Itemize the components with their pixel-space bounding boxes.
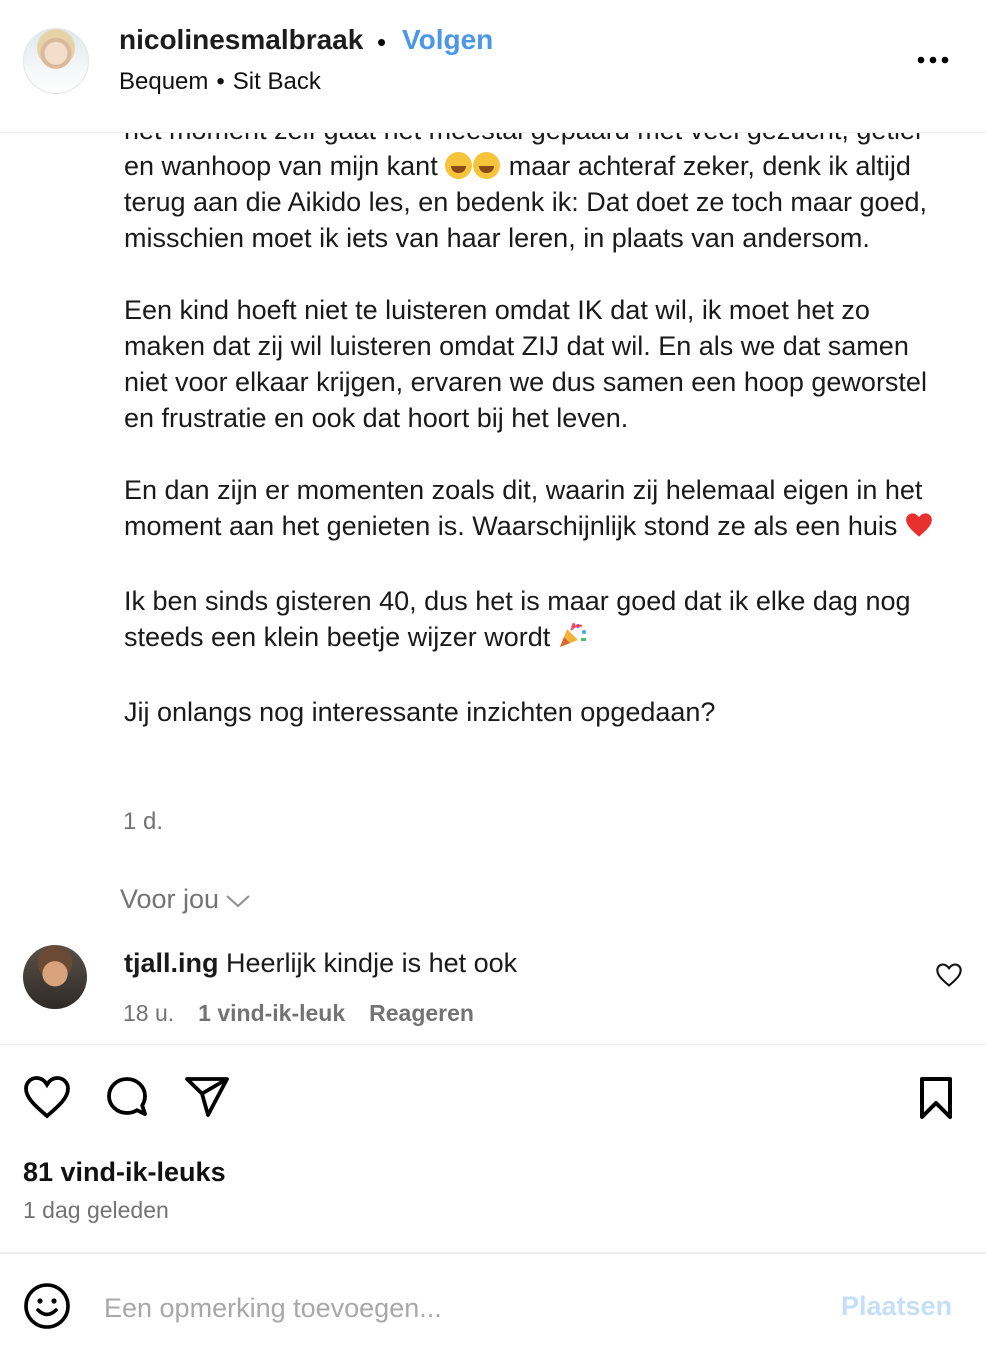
comment-time: 18 u. <box>123 1000 175 1026</box>
audio-title[interactable]: Sit Back <box>232 68 321 95</box>
divider <box>0 1044 986 1045</box>
comment-like-icon[interactable] <box>935 962 963 993</box>
caption-paragraph: en wanhoop van mijn kant maar achteraf zeker, denk ik altijd terug aan die Aikido les, en bedenk ik: Dat doet ze toch maar goed, misschien moet ik iets van haar leren, in plaats van andersom. <box>124 151 928 253</box>
chevron-down-icon <box>225 893 251 909</box>
comment-meta <box>123 1000 498 1027</box>
post-header <box>0 0 986 133</box>
post-comment-button[interactable]: Plaatsen <box>841 1291 953 1321</box>
comment-text <box>124 948 517 979</box>
commenter-avatar[interactable] <box>23 945 87 1009</box>
reply-button[interactable]: Reageren <box>369 1000 474 1026</box>
likes-count[interactable]: 81 vind-ik-leuks <box>23 1157 226 1187</box>
comment-body: Heerlijk kindje is het ook <box>226 948 518 978</box>
comment-icon[interactable] <box>103 1075 151 1126</box>
header-separator: • <box>377 27 387 57</box>
caption-timestamp: 1 d. <box>123 808 164 835</box>
audio-info[interactable] <box>119 68 321 96</box>
follow-button[interactable]: Volgen <box>402 24 494 55</box>
commenter-username[interactable]: tjall.ing <box>124 948 219 978</box>
comment-sort-label: Voor jou <box>120 884 220 914</box>
comment-likes[interactable]: 1 vind-ik-leuk <box>198 1000 346 1026</box>
post-caption <box>124 112 954 730</box>
caption-paragraph: Ik ben sinds gisteren 40, dus het is maar goed dat ik elke dag nog steeds een klein beetje wijzer wordt <box>124 583 954 658</box>
party-popper-emoji-icon <box>558 621 588 658</box>
bookmark-icon[interactable] <box>914 1075 958 1126</box>
audio-separator: • <box>216 68 225 95</box>
laughing-emoji-icon <box>445 151 501 181</box>
more-options-icon[interactable] <box>912 42 956 76</box>
author-username[interactable]: nicolinesmalbraak <box>119 24 364 55</box>
red-heart-emoji-icon <box>905 511 933 547</box>
caption-paragraph: Jij onlangs nog interessante inzichten opgedaan? <box>124 697 716 727</box>
share-icon[interactable] <box>183 1075 231 1124</box>
like-icon[interactable] <box>23 1075 71 1124</box>
author-avatar[interactable] <box>23 28 89 94</box>
caption-paragraph: Een kind hoeft niet te luisteren omdat IK dat wil, ik moet het zo maken dat zij wil luisteren omdat ZIJ dat wil. En als we dat samen niet voor elkaar krijgen, ervaren we dus samen een hoop geworstel en frustratie en ook dat hoort bij het leven. <box>124 295 927 433</box>
post-date: 1 dag geleden <box>23 1197 169 1223</box>
caption-paragraph: En dan zijn er momenten zoals dit, waarin zij helemaal eigen in het moment aan het genieten is. Waarschijnlijk stond ze als een huis <box>124 472 954 547</box>
divider <box>0 1252 986 1254</box>
audio-artist[interactable]: Bequem <box>119 68 209 95</box>
comment-sort-dropdown[interactable] <box>120 884 251 915</box>
add-comment-input[interactable] <box>104 1289 804 1327</box>
emoji-icon[interactable] <box>23 1282 71 1335</box>
